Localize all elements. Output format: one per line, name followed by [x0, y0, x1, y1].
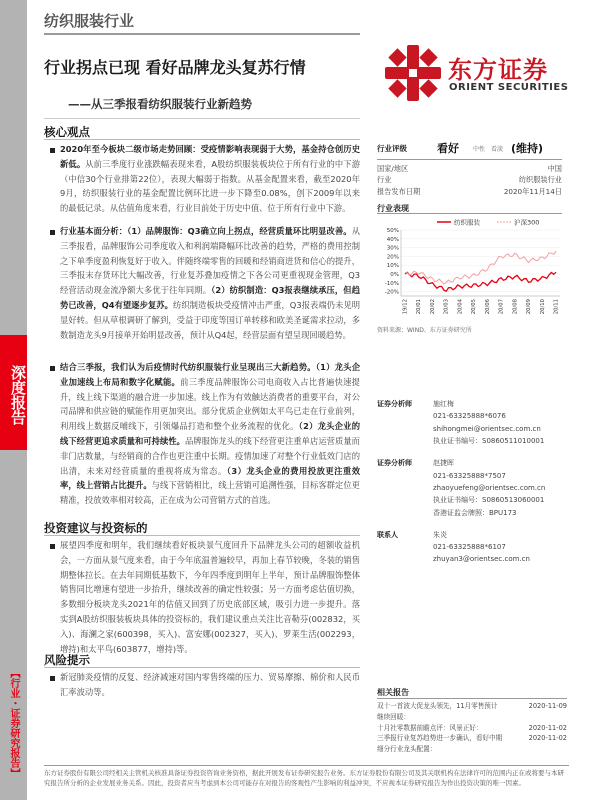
- analyst-detail: 021-63325888*6107: [433, 543, 506, 552]
- bullet: [50, 148, 55, 153]
- related-report[interactable]: [377, 733, 567, 744]
- rating-label: 行业评级: [377, 143, 407, 153]
- core-point-3: [60, 360, 360, 508]
- title-divider: [44, 118, 360, 119]
- invest-heading: 投资建议与投资标的: [44, 521, 148, 535]
- core-point-3-lead2: （2）龙头企业的线下经营更追求质量和可持续性。: [60, 421, 360, 446]
- x-tick-label: 20/10: [539, 299, 546, 315]
- y-tick-label: 0%: [390, 272, 399, 278]
- related-report[interactable]: [377, 712, 567, 723]
- logo-text-en: ORIENT SECURITIES: [449, 82, 569, 93]
- y-tick-label: 10%: [386, 263, 399, 270]
- x-tick-label: 20/07: [498, 299, 505, 315]
- core-divider: [44, 139, 360, 140]
- related-report-title: 三季报行业复苏趋势进一步确认，看好中期: [377, 734, 503, 743]
- risk-body: 新冠肺炎疫情的反复、经济减速对国内零售终端的压力、贸易摩擦、棉价和人民币汇率波动等。: [60, 672, 360, 697]
- x-tick-label: 20/04: [457, 299, 464, 315]
- report-subtitle: ——从三季报看纺织服装行业新趋势: [68, 97, 252, 111]
- analyst-role: 联系人: [377, 530, 398, 539]
- core-point-1: [60, 142, 360, 216]
- rating-value: 看好: [437, 142, 459, 155]
- bullet: [50, 676, 55, 681]
- analyst-detail: 香港证监会牌照：BPU173: [433, 508, 517, 517]
- x-tick-label: 20/06: [484, 299, 491, 315]
- analyst-detail: 执业证书编号：S0860511010001: [433, 437, 545, 446]
- core-point-1-body: 从前三季度行业涨跌幅表现来看，A股纺织服装板块位于所有行业的中下游（中信30个行业排第22位），表现大幅弱于指数。从基金配置来看，截至2020年9月，纺织服装行业的基金配置比例环比进一步下降至0.08%，创下2009年以来的最低记录。从估值角度来看，行业目前处于历史中值、位于所有行业中下游。: [60, 158, 360, 214]
- analyst-card: [377, 398, 567, 447]
- rating-negative: 看淡: [491, 145, 504, 153]
- analyst-card: [377, 457, 567, 518]
- legend-label: 沪深300: [514, 218, 540, 227]
- core-point-3-lead3: （3）龙头企业的费用投放更注重效率，线上营销占比提升。: [60, 465, 360, 491]
- x-tick-label: 20/05: [471, 299, 478, 315]
- analyst-role: 证券分析师: [377, 400, 412, 409]
- y-tick-label: 30%: [386, 245, 399, 252]
- rating-row-value: 2020年11月14日: [503, 186, 562, 196]
- x-tick-label: 20/01: [416, 299, 423, 315]
- invest-body: 展望四季度和明年，我们继续看好板块景气度回升下品牌龙头公司的超额收益机会，一方面从景气度来看，由于今年底温普遍较早，再加上春节较晚，冬装的销售期整体拉长。在去年同期低基数下，今年四季度到明年上半年，预计品牌服饰整体销售同比增速有望进一步抬升，继续改善的确定性较强；另一方面考虑估值切换，多数细分板块龙头2021年的估值又回到了历史底部区域，吸引力进一步提升。落实到A股纺织服装板块具体的投资标的，我们建议重点关注比音勒芬(002832，买入)、海澜之家(600398，买入)、富安娜(002327，买入)、罗莱生活(002293，增持)和太平鸟(603877，增持)等。: [60, 540, 360, 654]
- risk-heading: 风险提示: [44, 653, 90, 667]
- related-report-date: 2020-11-02: [528, 723, 567, 732]
- rating-row-key: 报告发布日期: [377, 186, 421, 196]
- bullet: [50, 366, 55, 371]
- logo-text-cn: 东方证券: [448, 56, 548, 84]
- orient-logo-icon: [385, 45, 441, 101]
- related-list: [377, 701, 567, 755]
- rating-row-value: 纺织服装行业: [518, 175, 562, 185]
- core-point-3-body2: 品牌服饰龙头的线下经营更注重单店运营质量而非门店数量，与经销商的合作也更注重中长期。疫情加速了对整个行业低效门店的出清，未来对经营质量的重视将成为常态。: [60, 435, 360, 476]
- performance-title: 行业表现: [377, 204, 409, 213]
- x-tick-label: 20/02: [429, 299, 436, 315]
- analyst-detail: 021-63325888*7507: [433, 471, 506, 480]
- chart-source: 资料来源：WIND、东方证券研究所: [377, 327, 472, 334]
- y-tick-label: -20%: [384, 289, 399, 296]
- core-point-2: [60, 224, 360, 342]
- invest-divider: [44, 535, 360, 536]
- bullet: [50, 230, 55, 235]
- analyst-detail: 021-63325888*6076: [433, 412, 506, 421]
- core-point-2-body2: 纺织制造板块受疫情冲击严重，Q3报表端仍未见明显好转。但从草根调研了解到，受益于印度等国订单转移和欧美圣诞需求拉动，多数制造龙头9月接单开始明显改善，预计从Q4起，经营层面有望呈现回暖趋势。: [60, 299, 361, 340]
- header-divider: [44, 33, 360, 35]
- disclaimer-footer: 东方证券股份有限公司经相关主管机关核准具备证券投资咨询业务资格，据此开展发布证券研究报告业务。东方证券股份有限公司及其关联机构在法律许可的范围内正在或将要与本研究报告所分析的企业发展业务关系。因此，投资者应当考虑到本公司可能存在对报告的客观性产生影响的利益冲突，不应视本证券研究报告为作出投资决策的唯一因素。: [44, 765, 569, 788]
- y-tick-label: 50%: [386, 228, 399, 234]
- related-report[interactable]: [377, 701, 567, 712]
- related-report-date: 2020-11-09: [528, 702, 567, 710]
- related-title: 相关报告: [377, 688, 409, 697]
- core-point-2-lead: 行业基本面分析：（1）品牌服饰：Q3确立向上拐点，经营质量环比明显改善。: [60, 226, 352, 236]
- related-report-date: 2020-11-02: [528, 734, 567, 743]
- series-line-textile: [405, 272, 556, 291]
- legend-label: 纺织服装: [454, 218, 480, 227]
- rating-row-key: 行业: [377, 175, 392, 185]
- rating-row-value: 中国: [547, 163, 562, 173]
- core-point-3-body3: 与线下营销相比，线上营销可追溯性强，目标客群定位更精准，投放效率相对较高，正在成为公司营销方式的首选。: [60, 480, 360, 506]
- analyst-name: 赵捷晖: [433, 459, 454, 468]
- x-tick-label: 20/11: [553, 299, 560, 315]
- x-tick-label: 20/03: [443, 299, 450, 315]
- x-tick-label: 20/08: [512, 299, 519, 315]
- analyst-detail[interactable]: zhaoyuefeng@orientsec.com.cn: [433, 483, 546, 492]
- rating-panel: [377, 140, 562, 198]
- y-tick-label: 20%: [386, 254, 399, 261]
- rating-row: [377, 175, 562, 187]
- related-divider: [377, 698, 567, 699]
- core-point-3-lead: 结合三季报，我们认为后疫情时代纺织服装行业呈现出三大新趋势。（1）龙头企业加速线上布局和数字化赋能。: [60, 362, 360, 387]
- analyst-detail: 执业证书编号：S0860513060001: [433, 496, 545, 505]
- related-report-title: 继续回暖：: [377, 712, 410, 721]
- rating-row: [377, 163, 562, 175]
- core-point-2-body: 从三季报看，品牌服饰公司季度收入和利润端降幅环比改善的趋势，严格的费用控制之下单季度盈利恢复好于收入。伴随终端零售的回暖和经销商进货和信心的提升，三季报末存货环比大幅改善，行业复苏叠加疫情之下各公司更重视现金管理，Q3经营活动现金流净额大多优于往年同期。: [60, 226, 360, 296]
- analyst-name: 施红梅: [433, 400, 454, 409]
- risk-divider: [44, 667, 360, 668]
- report-type-label: 深度报告: [9, 365, 27, 425]
- performance-chart: [377, 214, 562, 319]
- industry-header: 纺织服装行业: [44, 12, 135, 30]
- related-report[interactable]: [377, 723, 567, 734]
- x-tick-label: 19/12: [402, 299, 409, 315]
- x-tick-label: 20/09: [526, 299, 533, 315]
- analyst-role: 证券分析师: [377, 459, 412, 468]
- related-report-title: 细分行业龙头配置：: [377, 745, 437, 754]
- y-tick-label: 40%: [386, 236, 399, 243]
- related-report-title: 双十一首波大促龙头领先，11月零售预计: [377, 702, 498, 710]
- bullet: [50, 544, 55, 549]
- related-report[interactable]: [377, 744, 567, 755]
- core-point-2-lead2: （2）纺织制造：Q3报表继续承压，但趋势已改善，Q4有望逐步复苏。: [60, 285, 360, 310]
- core-point-3-body: 前三季度品牌服饰公司电商收入占比普遍快速提升，线上线下渠道的融合进一步加速。线上作为有效触达消费者的重要平台，对公司品牌和供应链的赋能作用更加突出。部分优质企业例如太平鸟已走在行业前列，利用线上数据反哺线下，引领爆品打造和整个业务流程的优化。: [60, 376, 360, 432]
- core-point-1-lead: 2020年至今板块二级市场走势回顾：受疫情影响表现弱于大势，基金持仓创历史新低。: [60, 144, 360, 169]
- analyst-detail[interactable]: zhuyan3@orientsec.com.cn: [433, 555, 530, 564]
- analyst-name: 朱炎: [433, 530, 447, 539]
- analyst-card: [377, 529, 567, 566]
- rating-maintain: (维持): [511, 142, 544, 155]
- rating-neutral: 中性: [473, 145, 486, 153]
- rating-row: [377, 186, 562, 198]
- related-report-title: 十月社零数据前瞻点评：风景正好：: [377, 723, 483, 732]
- analyst-detail[interactable]: shihongmei@orientsec.com.cn: [433, 424, 541, 433]
- report-title: 行业拐点已现 看好品牌龙头复苏行情: [44, 58, 306, 77]
- y-tick-label: -10%: [384, 280, 399, 287]
- report-category-label: 【行业・证券研究报告】: [8, 668, 19, 778]
- core-heading: 核心观点: [44, 125, 90, 139]
- rating-row-key: 国家/地区: [377, 163, 409, 173]
